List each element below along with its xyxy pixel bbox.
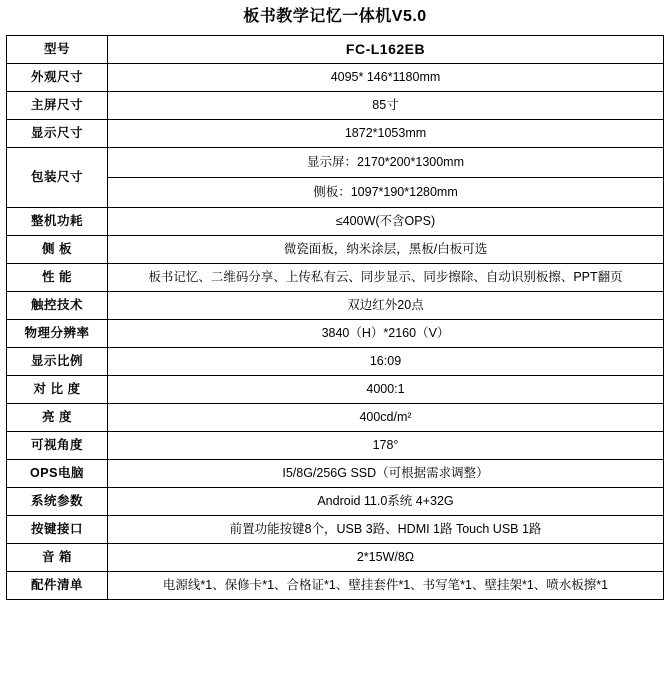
row-value: 178° xyxy=(108,431,664,459)
row-label: 显示比例 xyxy=(7,347,108,375)
row-value: 前置功能按键8个，USB 3路、HDMI 1路 Touch USB 1路 xyxy=(108,515,664,543)
table-row xyxy=(7,319,664,347)
table-row xyxy=(7,347,664,375)
table-row xyxy=(7,459,664,487)
table-row xyxy=(7,119,664,147)
table-row xyxy=(7,375,664,403)
row-value: ≤400W(不含OPS) xyxy=(108,207,664,235)
row-value: Android 11.0系统 4+32G xyxy=(108,487,664,515)
row-label: OPS电脑 xyxy=(7,459,108,487)
row-value: 电源线*1、保修卡*1、合格证*1、壁挂套件*1、书写笔*1、壁挂架*1、喷水板擦*1 xyxy=(108,571,664,599)
row-value: I5/8G/256G SSD（可根据需求调整） xyxy=(108,459,664,487)
row-label: 可视角度 xyxy=(7,431,108,459)
row-value: 4000:1 xyxy=(108,375,664,403)
row-value: 显示屏：2170*200*1300mm xyxy=(108,147,664,177)
row-label: 侧 板 xyxy=(7,235,108,263)
table-row xyxy=(7,235,664,263)
row-label: 型号 xyxy=(7,35,108,63)
row-label: 亮 度 xyxy=(7,403,108,431)
table-body xyxy=(7,35,664,599)
table-row xyxy=(7,487,664,515)
row-label: 物理分辨率 xyxy=(7,319,108,347)
row-label: 包装尺寸 xyxy=(7,147,108,207)
table-row xyxy=(7,571,664,599)
row-value: 1872*1053mm xyxy=(108,119,664,147)
table-row xyxy=(7,207,664,235)
row-label: 触控技术 xyxy=(7,291,108,319)
row-value: 板书记忆、二维码分享、上传私有云、同步显示、同步擦除、自动识别板擦、PPT翻页 xyxy=(108,263,664,291)
row-label: 系统参数 xyxy=(7,487,108,515)
row-value: 16:09 xyxy=(108,347,664,375)
row-value: 3840（H）*2160（V） xyxy=(108,319,664,347)
page-title: 板书教学记忆一体机V5.0 xyxy=(243,8,427,25)
row-value: 双边红外20点 xyxy=(108,291,664,319)
row-value: 85寸 xyxy=(108,91,664,119)
row-label: 对 比 度 xyxy=(7,375,108,403)
row-label: 性 能 xyxy=(7,263,108,291)
row-label: 按键接口 xyxy=(7,515,108,543)
row-value: FC-L162EB xyxy=(108,35,664,63)
row-label: 主屏尺寸 xyxy=(7,91,108,119)
row-label: 配件清单 xyxy=(7,571,108,599)
specification-table xyxy=(6,35,664,600)
table-row xyxy=(7,431,664,459)
table-row xyxy=(7,543,664,571)
row-label: 音 箱 xyxy=(7,543,108,571)
row-value-secondary: 侧板：1097*190*1280mm xyxy=(108,177,664,207)
row-value: 4095* 146*1180mm xyxy=(108,63,664,91)
table-row xyxy=(7,63,664,91)
table-row xyxy=(7,403,664,431)
row-label: 外观尺寸 xyxy=(7,63,108,91)
table-row xyxy=(7,263,664,291)
row-value: 400cd/m² xyxy=(108,403,664,431)
table-row xyxy=(7,35,664,63)
table-row xyxy=(7,515,664,543)
table-row xyxy=(7,291,664,319)
table-row xyxy=(7,147,664,177)
table-row xyxy=(7,91,664,119)
row-label: 显示尺寸 xyxy=(7,119,108,147)
row-value: 2*15W/8Ω xyxy=(108,543,664,571)
row-value: 微瓷面板，纳米涂层，黑板/白板可选 xyxy=(108,235,664,263)
row-label: 整机功耗 xyxy=(7,207,108,235)
